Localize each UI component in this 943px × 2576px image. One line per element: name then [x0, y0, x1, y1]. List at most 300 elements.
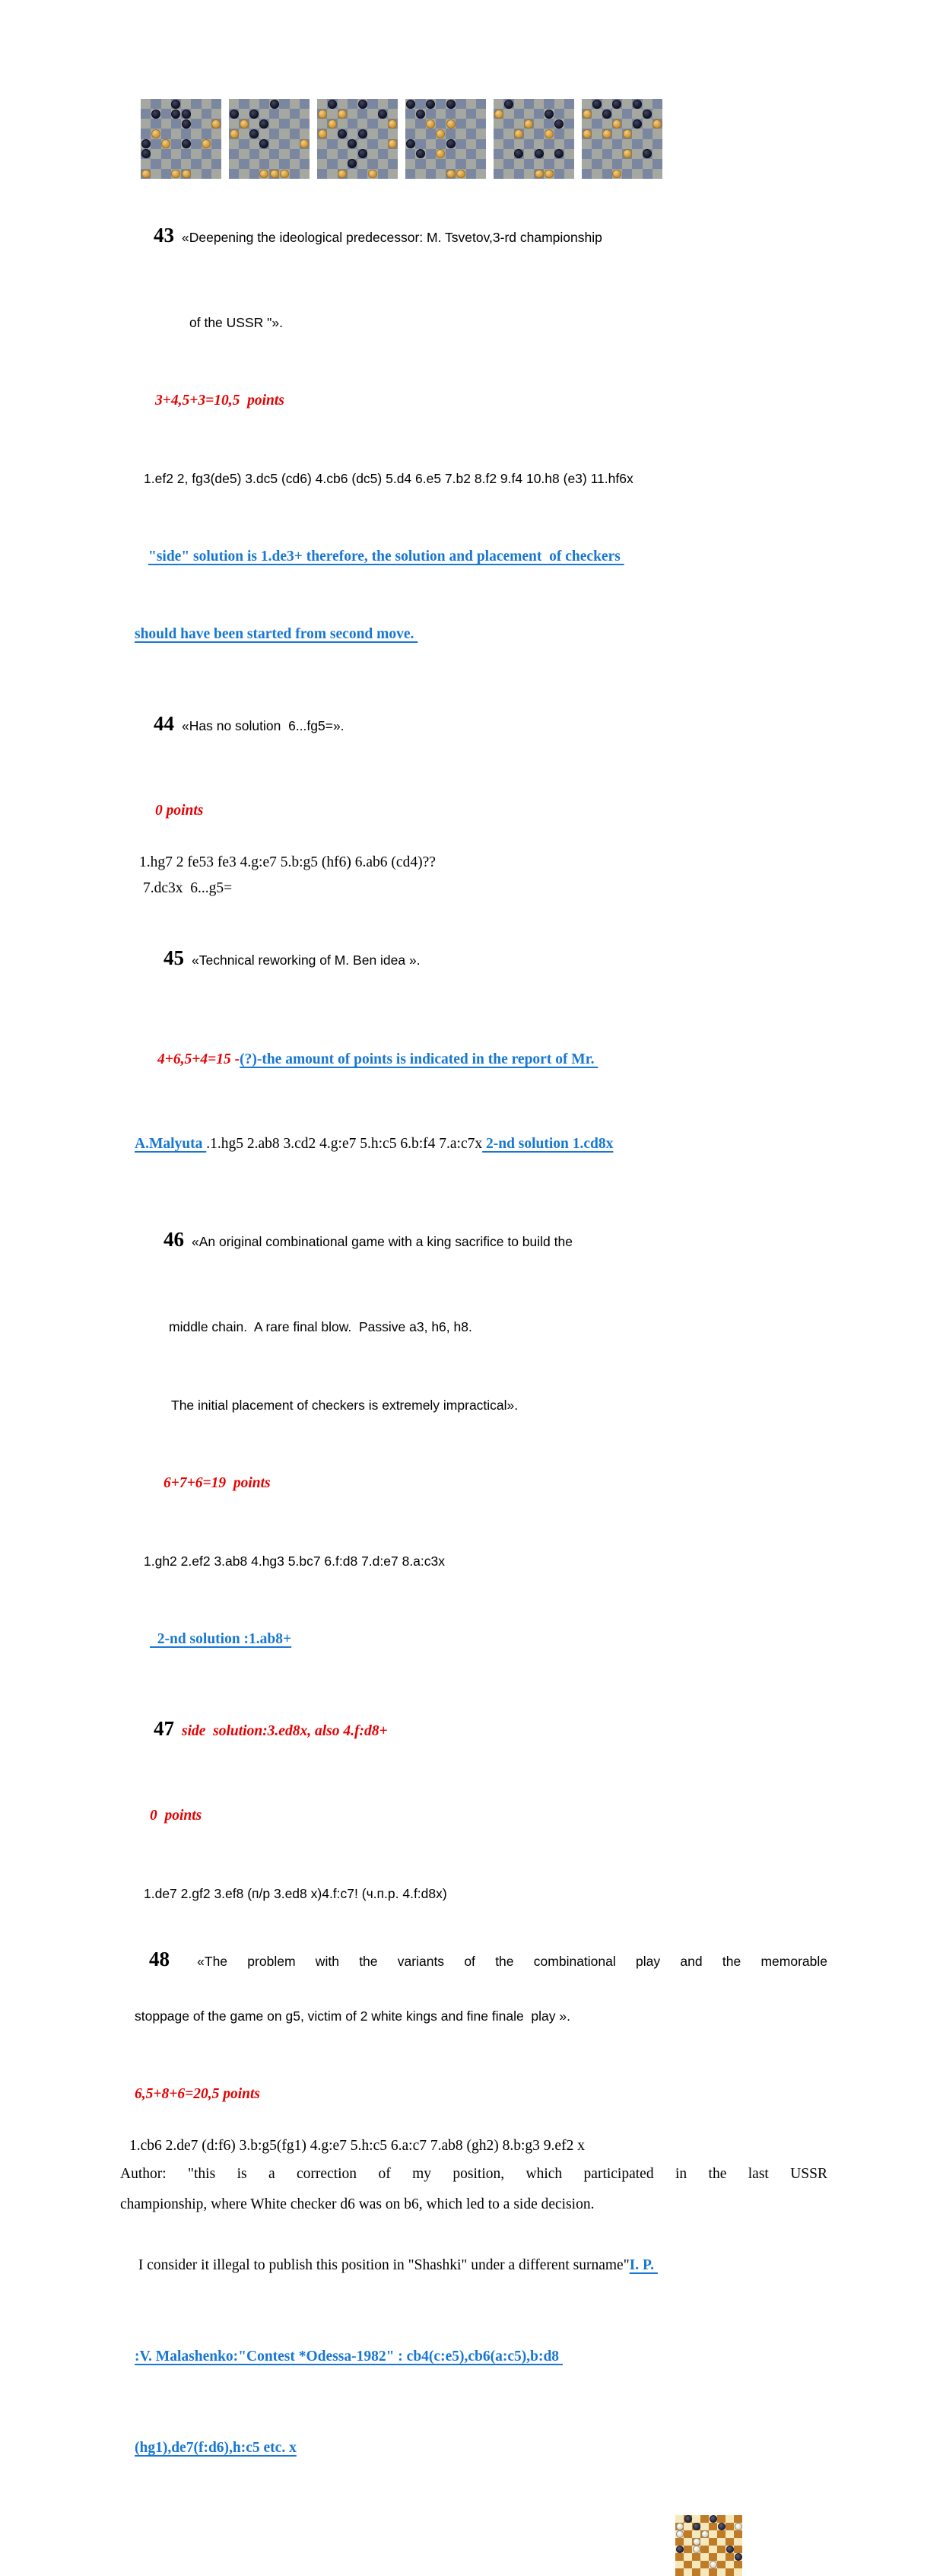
board-square: [466, 169, 476, 179]
entry-48-title: «The problem with the variants of the combinational play and the memorable: [197, 1954, 827, 1969]
board-square: [415, 119, 425, 129]
black-checker: [358, 129, 367, 138]
board-square: [564, 159, 574, 169]
board-square: [151, 169, 160, 179]
board-square: [141, 129, 151, 138]
board-square: [632, 139, 642, 149]
orange-checker: [182, 170, 191, 179]
board-square: [700, 2553, 709, 2561]
board-square: [466, 99, 476, 109]
entry-46-moves: 1.gh2 2.ef2 3.ab8 4.hg3 5.bc7 6.f:d8 7.d:e7 8.a:c3x: [144, 1554, 446, 1569]
board-square: [466, 109, 476, 119]
board-square: [592, 129, 602, 138]
board-square: [466, 129, 476, 138]
entry-48-contest-line2: (hg1),de7(f:d6),h:c5 etc. x: [135, 2440, 297, 2456]
entry-48-author-line1: Author: "this is a correction of my position, which participated in the last USSR: [120, 2166, 827, 2182]
board-square: [514, 119, 524, 129]
board-square: [675, 2568, 684, 2576]
board-square: [534, 109, 544, 119]
board-square: [317, 159, 327, 169]
board-square: [211, 99, 221, 109]
black-checker: [249, 110, 259, 119]
board-square: [300, 109, 310, 119]
board-square: [239, 159, 249, 169]
board-square: [734, 2530, 742, 2538]
orange-checker: [230, 129, 239, 138]
board-square: [709, 2523, 717, 2530]
board-square: [259, 149, 269, 159]
board-square: [161, 99, 171, 109]
board-square: [348, 119, 357, 129]
board-square: [367, 119, 377, 129]
board-square: [564, 149, 574, 159]
board-square: [211, 149, 221, 159]
board-square: [249, 119, 259, 129]
board-square: [726, 2538, 734, 2546]
board-square: [202, 149, 211, 159]
board-square: [675, 2515, 684, 2523]
board-square: [259, 109, 269, 119]
orange-checker: [240, 119, 249, 129]
black-checker: [182, 139, 191, 148]
board-square: [524, 139, 534, 149]
entry-44-moves-line2: 7.dc3x 6...g5=: [143, 880, 233, 896]
board-square: [317, 99, 327, 109]
board-square: [426, 109, 436, 119]
board-square: [602, 139, 612, 149]
board-square: [622, 109, 632, 119]
orange-checker: [545, 170, 554, 179]
board-square: [503, 129, 513, 138]
entry-48-author-line2: championship, where White checker d6 was on b6, which led to a side decision.: [120, 2196, 595, 2212]
entry-45-points-line: 4+6,5+4=15 -(?)-the amount of points is indicated in the report of Mr.: [157, 1051, 599, 1067]
board-square: [476, 159, 486, 169]
board-square: [612, 129, 622, 138]
board-square: [181, 149, 191, 159]
board-square: [317, 169, 327, 179]
board-square: [652, 99, 662, 109]
board-square: [436, 119, 446, 129]
board-square: [700, 2561, 709, 2568]
entry-48-points: 6,5+8+6=20,5 points: [135, 2086, 260, 2102]
orange-checker: [602, 129, 611, 138]
board-square: [494, 159, 503, 169]
board-square: [161, 159, 171, 169]
board-square: [709, 2538, 717, 2546]
board-square: [327, 139, 337, 149]
orange-checker: [535, 170, 544, 179]
board-square: [378, 139, 388, 149]
orange-checker: [456, 170, 465, 179]
board-square: [675, 2553, 684, 2561]
board-square: [709, 2530, 717, 2538]
entry-48-heading: [120, 1944, 827, 1977]
board-square: [524, 109, 534, 119]
board-square: [602, 99, 612, 109]
board-square: [476, 149, 486, 159]
board-square: [524, 169, 534, 179]
board-square: [692, 2568, 700, 2576]
board-square: [259, 129, 269, 138]
board-square: [622, 169, 632, 179]
board-square: [202, 169, 211, 179]
orange-checker: [446, 170, 456, 179]
orange-checker: [583, 129, 592, 138]
orange-checker: [446, 119, 456, 129]
board-square: [338, 119, 348, 129]
board-square: [476, 139, 486, 149]
board-square: [405, 119, 415, 129]
entry-47-moves: 1.de7 2.gf2 3.ef8 (п/р 3.ed8 x)4.f:c7! (ч.п.р. 4.f:d8x): [144, 1886, 447, 1901]
board-square: [554, 159, 564, 169]
board-square: [141, 119, 151, 129]
entry-45-solution-line: [120, 1105, 827, 1183]
board-square: [564, 169, 574, 179]
board-square: [544, 99, 554, 109]
board-square: [514, 159, 524, 169]
board-square: [426, 149, 436, 159]
board-square: [202, 99, 211, 109]
board-square: [367, 159, 377, 169]
board-square: [367, 129, 377, 138]
board-square: [327, 169, 337, 179]
board-square: [161, 149, 171, 159]
board-square: [388, 99, 398, 109]
board-square: [544, 139, 554, 149]
board-square: [211, 159, 221, 169]
board-square: [503, 159, 513, 169]
black-checker: [633, 119, 642, 129]
board-square: [202, 129, 211, 138]
board-square: [709, 2568, 717, 2576]
board-square: [269, 159, 279, 169]
board-square: [357, 119, 367, 129]
board-square: [612, 159, 622, 169]
board-square: [249, 159, 259, 169]
orange-checker: [545, 129, 554, 138]
board-square: [534, 99, 544, 109]
board-square: [632, 129, 642, 138]
board-square: [643, 129, 652, 138]
board-square: [405, 169, 415, 179]
board-square: [259, 99, 269, 109]
entry-46-heading: [120, 1194, 827, 1288]
top-diagrams-row: [141, 0, 827, 179]
board-square: [503, 169, 513, 179]
board-square: [503, 109, 513, 119]
black-checker: [612, 100, 621, 109]
board-square: [632, 149, 642, 159]
board-square: [544, 159, 554, 169]
board-square: [466, 119, 476, 129]
board-square: [602, 159, 612, 169]
board-square: [643, 139, 652, 149]
board-square: [151, 159, 160, 169]
board-square: [494, 149, 503, 159]
black-checker: [406, 100, 415, 109]
board-square: [726, 2553, 734, 2561]
orange-checker: [318, 110, 327, 119]
board-square: [269, 109, 279, 119]
board-square: [317, 119, 327, 129]
orange-checker: [318, 129, 327, 138]
board-square: [643, 99, 652, 109]
board-square: [734, 2515, 742, 2523]
board-square: [652, 109, 662, 119]
board-square: [582, 159, 592, 169]
board-square: [592, 169, 602, 179]
board-square: [249, 169, 259, 179]
board-square: [726, 2523, 734, 2530]
board-square: [514, 169, 524, 179]
board-square: [191, 149, 201, 159]
board-square: [290, 169, 300, 179]
board-square: [544, 149, 554, 159]
board-square: [456, 109, 465, 119]
board-square: [279, 109, 289, 119]
entry-45-heading: [120, 912, 827, 1007]
entry-48-consider-line: [120, 2220, 827, 2311]
board-square: [684, 2568, 692, 2576]
board-square: [290, 139, 300, 149]
board-square: [602, 119, 612, 129]
board-square: [564, 119, 574, 129]
black-checker: [230, 110, 239, 119]
board-square: [290, 109, 300, 119]
board-square: [367, 149, 377, 159]
board-square: [514, 139, 524, 149]
board-square: [211, 139, 221, 149]
board-square: [141, 99, 151, 109]
board-square: [456, 129, 465, 138]
board-square: [554, 169, 564, 179]
board-square: [564, 109, 574, 119]
board-square: [290, 149, 300, 159]
board-square: [300, 99, 310, 109]
board-square: [717, 2530, 726, 2538]
board-square: [602, 169, 612, 179]
board-square: [161, 119, 171, 129]
board-square: [622, 159, 632, 169]
black-checker: [358, 149, 367, 158]
board-square: [582, 99, 592, 109]
orange-checker: [151, 129, 160, 138]
board-square: [436, 159, 446, 169]
board-square: [279, 139, 289, 149]
board-square: [524, 129, 534, 138]
board-square: [726, 2530, 734, 2538]
entry-44-title: «Has no solution 6...fg5=».: [182, 718, 344, 733]
board-square: [378, 119, 388, 129]
board-square: [317, 149, 327, 159]
board-square: [191, 109, 201, 119]
board-square: [229, 119, 239, 129]
board-square: [726, 2515, 734, 2523]
board-square: [684, 2530, 692, 2538]
checkers-diagram-bottom: [675, 2515, 742, 2576]
board-square: [436, 99, 446, 109]
board-square: [466, 139, 476, 149]
entry-45-judge-name: A.Malyuta: [135, 1136, 207, 1152]
board-square: [290, 119, 300, 129]
board-square: [632, 169, 642, 179]
board-square: [524, 159, 534, 169]
entry-45-report-note: (?)-the amount of points is indicated in the report of Mr.: [240, 1051, 599, 1067]
entry-43-title: «Deepening the ideological predecessor: M. Tsvetov,3-rd championship: [182, 230, 602, 245]
board-square: [592, 119, 602, 129]
board-square: [446, 159, 456, 169]
board-square: [211, 109, 221, 119]
board-square: [415, 169, 425, 179]
orange-checker: [141, 170, 151, 179]
board-square: [161, 109, 171, 119]
board-square: [592, 139, 602, 149]
orange-checker: [514, 129, 523, 138]
entry-43-side-solution-line2: should have been started from second move.: [135, 626, 418, 642]
board-square: [456, 149, 465, 159]
entry-45-second-solution: 2-nd solution 1.cd8x: [482, 1136, 614, 1152]
checkers-diagram-3: [317, 99, 398, 179]
board-square: [554, 139, 564, 149]
board-square: [700, 2538, 709, 2546]
board-square: [405, 149, 415, 159]
checkers-diagram-5: [494, 99, 574, 179]
board-square: [446, 149, 456, 159]
board-square: [171, 129, 181, 138]
board-square: [503, 139, 513, 149]
board-square: [317, 139, 327, 149]
board-square: [534, 159, 544, 169]
board-square: [239, 129, 249, 138]
board-square: [692, 2553, 700, 2561]
board-square: [338, 99, 348, 109]
board-square: [191, 159, 201, 169]
board-square: [249, 149, 259, 159]
board-square: [612, 139, 622, 149]
black-checker: [406, 139, 415, 148]
board-square: [436, 169, 446, 179]
board-square: [300, 169, 310, 179]
bottom-diagram-wrap: [675, 2515, 827, 2576]
checkers-diagram-6: [582, 99, 662, 179]
board-square: [466, 159, 476, 169]
board-square: [582, 149, 592, 159]
board-square: [415, 159, 425, 169]
board-square: [367, 99, 377, 109]
black-checker: [151, 110, 160, 119]
board-square: [348, 129, 357, 138]
board-square: [388, 169, 398, 179]
board-square: [338, 159, 348, 169]
entry-47-points: 0 points: [150, 1808, 202, 1824]
black-checker: [171, 100, 180, 109]
board-square: [612, 109, 622, 119]
black-checker: [171, 110, 180, 119]
board-square: [327, 109, 337, 119]
board-square: [269, 139, 279, 149]
board-square: [700, 2546, 709, 2553]
board-square: [554, 129, 564, 138]
board-square: [181, 99, 191, 109]
board-square: [269, 129, 279, 138]
board-square: [191, 169, 201, 179]
board-square: [426, 129, 436, 138]
board-square: [191, 119, 201, 129]
board-square: [378, 149, 388, 159]
board-square: [476, 99, 486, 109]
board-square: [229, 169, 239, 179]
board-square: [338, 139, 348, 149]
entry-43-moves: 1.ef2 2, fg3(de5) 3.dc5 (cd6) 4.cb6 (dc5) 5.d4 6.e5 7.b2 8.f2 9.f4 10.h8 (e3) 11.hf6x: [144, 471, 633, 486]
board-square: [151, 139, 160, 149]
board-square: [388, 159, 398, 169]
board-square: [602, 149, 612, 159]
board-square: [239, 169, 249, 179]
checkers-diagram-2: [229, 99, 310, 179]
board-square: [622, 139, 632, 149]
board-square: [151, 119, 160, 129]
board-square: [612, 149, 622, 159]
orange-checker: [328, 119, 337, 129]
board-square: [632, 159, 642, 169]
board-square: [709, 2553, 717, 2561]
entry-46-second-solution: 2-nd solution :1.ab8+: [150, 1631, 292, 1647]
board-square: [684, 2538, 692, 2546]
board-square: [726, 2568, 734, 2576]
entry-43-points: 3+4,5+3=10,5 points: [155, 393, 284, 409]
board-square: [726, 2561, 734, 2568]
entry-46-title: «An original combinational game with a king sacrifice to build the: [192, 1234, 573, 1249]
board-square: [456, 119, 465, 129]
entry-45-number: 45: [164, 946, 184, 969]
board-square: [181, 159, 191, 169]
board-square: [378, 129, 388, 138]
board-square: [652, 129, 662, 138]
entry-44-points: 0 points: [155, 803, 204, 819]
board-square: [415, 99, 425, 109]
board-square: [367, 109, 377, 119]
board-square: [632, 109, 642, 119]
entry-46-number: 46: [164, 1228, 184, 1251]
board-square: [446, 129, 456, 138]
board-square: [534, 119, 544, 129]
orange-checker: [623, 129, 632, 138]
board-square: [239, 99, 249, 109]
entry-43-number: 43: [154, 224, 174, 246]
entry-48-number: 48: [149, 1948, 170, 1970]
board-square: [290, 159, 300, 169]
board-square: [181, 129, 191, 138]
board-square: [700, 2568, 709, 2576]
board-square: [524, 149, 534, 159]
board-square: [456, 99, 465, 109]
board-square: [249, 99, 259, 109]
board-square: [161, 129, 171, 138]
board-square: [564, 129, 574, 138]
entry-48-title-line2: stoppage of the game on g5, victim of 2 white kings and fine finale play ».: [135, 2008, 570, 2024]
board-square: [327, 149, 337, 159]
board-square: [405, 109, 415, 119]
orange-checker: [338, 110, 347, 119]
checkers-diagram-1: [141, 99, 221, 179]
entry-44-moves-line1: 1.hg7 2 fe53 fe3 4.g:e7 5.b:g5 (hf6) 6.ab6 (cd4)??: [139, 854, 436, 870]
entry-48-moves: 1.cb6 2.de7 (d:f6) 3.b:g5(fg1) 4.g:e7 5.h:c5 6.a:c7 7.ab8 (gh2) 8.b:g3 9.ef2 x: [129, 2138, 585, 2154]
board-square: [652, 169, 662, 179]
orange-checker: [280, 170, 289, 179]
black-checker: [338, 129, 347, 138]
board-square: [378, 159, 388, 169]
board-square: [503, 119, 513, 129]
